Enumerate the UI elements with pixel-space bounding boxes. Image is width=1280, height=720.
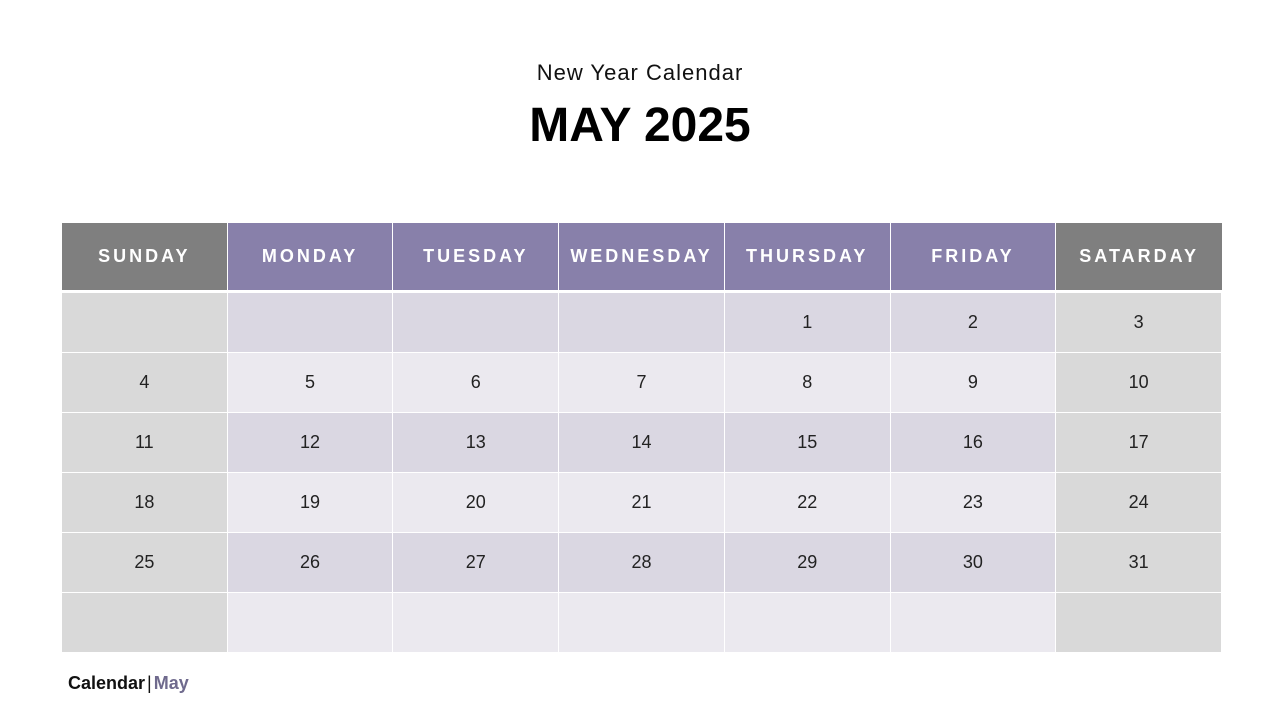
day-cell: 16: [891, 413, 1057, 473]
day-cell: [393, 593, 559, 653]
day-cell: 25: [62, 533, 228, 593]
day-header-monday: MONDAY: [228, 223, 394, 290]
calendar-table: [62, 223, 1222, 653]
day-cell: 13: [393, 413, 559, 473]
day-header-tuesday: TUESDAY: [393, 223, 559, 290]
day-cell: [62, 293, 228, 353]
day-cell: 14: [559, 413, 725, 473]
day-cell: 1: [725, 293, 891, 353]
calendar-subtitle: New Year Calendar: [536, 60, 744, 85]
day-cell: 10: [1056, 353, 1222, 413]
day-header-wednesday: WEDNESDAY: [559, 223, 725, 290]
day-cell: 28: [559, 533, 725, 593]
weekday-header-row: [62, 223, 1222, 290]
day-header-friday: FRIDAY: [891, 223, 1057, 290]
footer-separator: |: [147, 673, 152, 693]
day-header-sunday: SUNDAY: [62, 223, 228, 290]
day-cell: 2: [891, 293, 1057, 353]
day-cell: [559, 593, 725, 653]
day-cell: 21: [559, 473, 725, 533]
day-cell: [725, 593, 891, 653]
day-header-thursday: THURSDAY: [725, 223, 891, 290]
day-cell: [62, 593, 228, 653]
day-cell: 29: [725, 533, 891, 593]
calendar-title: MAY 2025: [529, 99, 751, 152]
footer-label: Calendar: [68, 673, 146, 693]
day-cell: 3: [1056, 293, 1222, 353]
day-cell: 31: [1056, 533, 1222, 593]
day-cell: 22: [725, 473, 891, 533]
day-cell: 7: [559, 353, 725, 413]
day-cell: 30: [891, 533, 1057, 593]
day-cell: 18: [62, 473, 228, 533]
day-cell: 6: [393, 353, 559, 413]
day-cell: 23: [891, 473, 1057, 533]
day-cell: [228, 293, 394, 353]
day-cell: 5: [228, 353, 394, 413]
day-cell: 8: [725, 353, 891, 413]
day-cell: 20: [393, 473, 559, 533]
day-cell: 27: [393, 533, 559, 593]
day-header-satarday: SATARDAY: [1056, 223, 1222, 290]
day-cell: 17: [1056, 413, 1222, 473]
day-cell: [228, 593, 394, 653]
day-cell: [393, 293, 559, 353]
day-cell: 9: [891, 353, 1057, 413]
day-cell: 4: [62, 353, 228, 413]
calendar-grid: [62, 293, 1222, 653]
day-cell: [559, 293, 725, 353]
footer-month: May: [153, 673, 189, 693]
day-cell: 12: [228, 413, 394, 473]
day-cell: 15: [725, 413, 891, 473]
day-cell: [891, 593, 1057, 653]
day-cell: 26: [228, 533, 394, 593]
day-cell: 19: [228, 473, 394, 533]
footer: [68, 673, 189, 694]
day-cell: 11: [62, 413, 228, 473]
day-cell: [1056, 593, 1222, 653]
day-cell: 24: [1056, 473, 1222, 533]
